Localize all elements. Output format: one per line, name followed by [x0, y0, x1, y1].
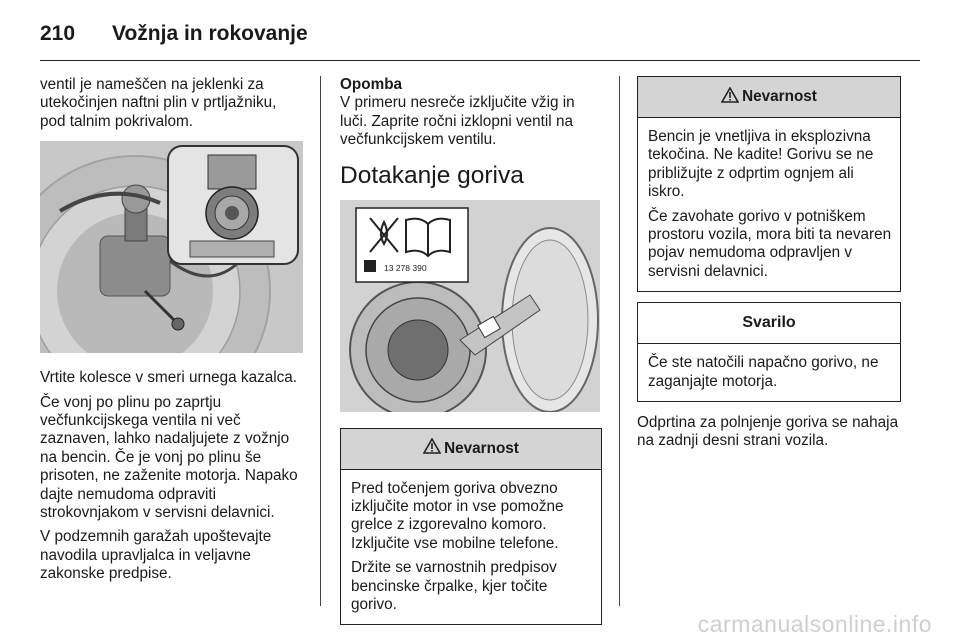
- danger-box: [340, 428, 602, 626]
- column-divider: [320, 76, 321, 606]
- paragraph: V podzemnih garažah upoštevajte navodila upravljalca in veljavne zakonske predpise.: [40, 528, 272, 583]
- section-heading: Dotakanje goriva: [340, 161, 524, 189]
- danger-header: [341, 429, 601, 470]
- watermark: carmanualsonline.info: [697, 611, 932, 637]
- danger-text: Bencin je vnetljiva in eksplozivna tekočina. Ne kadite! Gorivu se ne približujte z odprtim ognjem ali iskro.: [648, 128, 874, 201]
- caution-box: [637, 302, 901, 402]
- danger-text: Pred točenjem goriva obvezno izključite motor in vse pomožne grelce z izgorevalno komoro. Izključite vse mobilne telefone.: [351, 479, 564, 552]
- caution-title: Svarilo: [638, 303, 900, 344]
- lpg-valve-illustration: [40, 141, 303, 353]
- running-title: Vožnja in rokovanje: [112, 22, 308, 45]
- danger-title: Nevarnost: [444, 439, 519, 457]
- warning-triangle-icon: [423, 438, 441, 459]
- note-title: Opomba: [340, 76, 403, 93]
- danger-text: Če zavohate gorivo v potniškem prostoru vozila, mora biti ta nevaren pojav nemudoma odpravljen v servisni delavnici.: [648, 207, 892, 280]
- fuel-filler-icon: [340, 200, 600, 412]
- warning-triangle-icon: [721, 87, 739, 108]
- danger-box: [637, 76, 901, 292]
- caution-text: Če ste natočili napačno gorivo, ne zaganjajte motorja.: [648, 354, 879, 390]
- danger-title: Nevarnost: [742, 88, 817, 105]
- part-code: 13 278 390: [384, 262, 427, 273]
- lpg-valve-icon: [40, 141, 303, 353]
- paragraph: Vrtite kolesce v smeri urnega kazalca.: [40, 369, 298, 387]
- fuel-filler-illustration: [340, 200, 600, 412]
- intro-paragraph: ventil je nameščen na jeklenki za utekočinjen naftni plin v prtljažniku, pod talnim pokrivalom.: [40, 76, 277, 130]
- danger-text: Držite se varnostnih predpisov bencinske črpalke, kjer točite gorivo.: [351, 559, 557, 614]
- paragraph: Če vonj po plinu po zaprtju večfunkcijskega ventila ni več zaznaven, lahko nadaljujete z vožnjo na bencin. Če je vonj po plinu še prisoten, ne zaženite motorja. Napako dajte nemudoma odpraviti strokovnjakom v servisni delavnici.: [40, 393, 298, 522]
- paragraph: Odprtina za polnjenje goriva se nahaja na zadnji desni strani vozila.: [637, 414, 899, 450]
- page-header: [40, 18, 920, 61]
- column-right: [637, 76, 901, 457]
- note-text: V primeru nesreče izključite vžig in luči. Zaprite ročni izklopni ventil na večfunkcijskem ventilu.: [340, 94, 575, 149]
- danger-header: [638, 77, 900, 118]
- column-middle: [340, 76, 602, 625]
- column-left: [40, 76, 306, 590]
- column-divider: [619, 76, 620, 606]
- page-number: 210: [40, 22, 76, 45]
